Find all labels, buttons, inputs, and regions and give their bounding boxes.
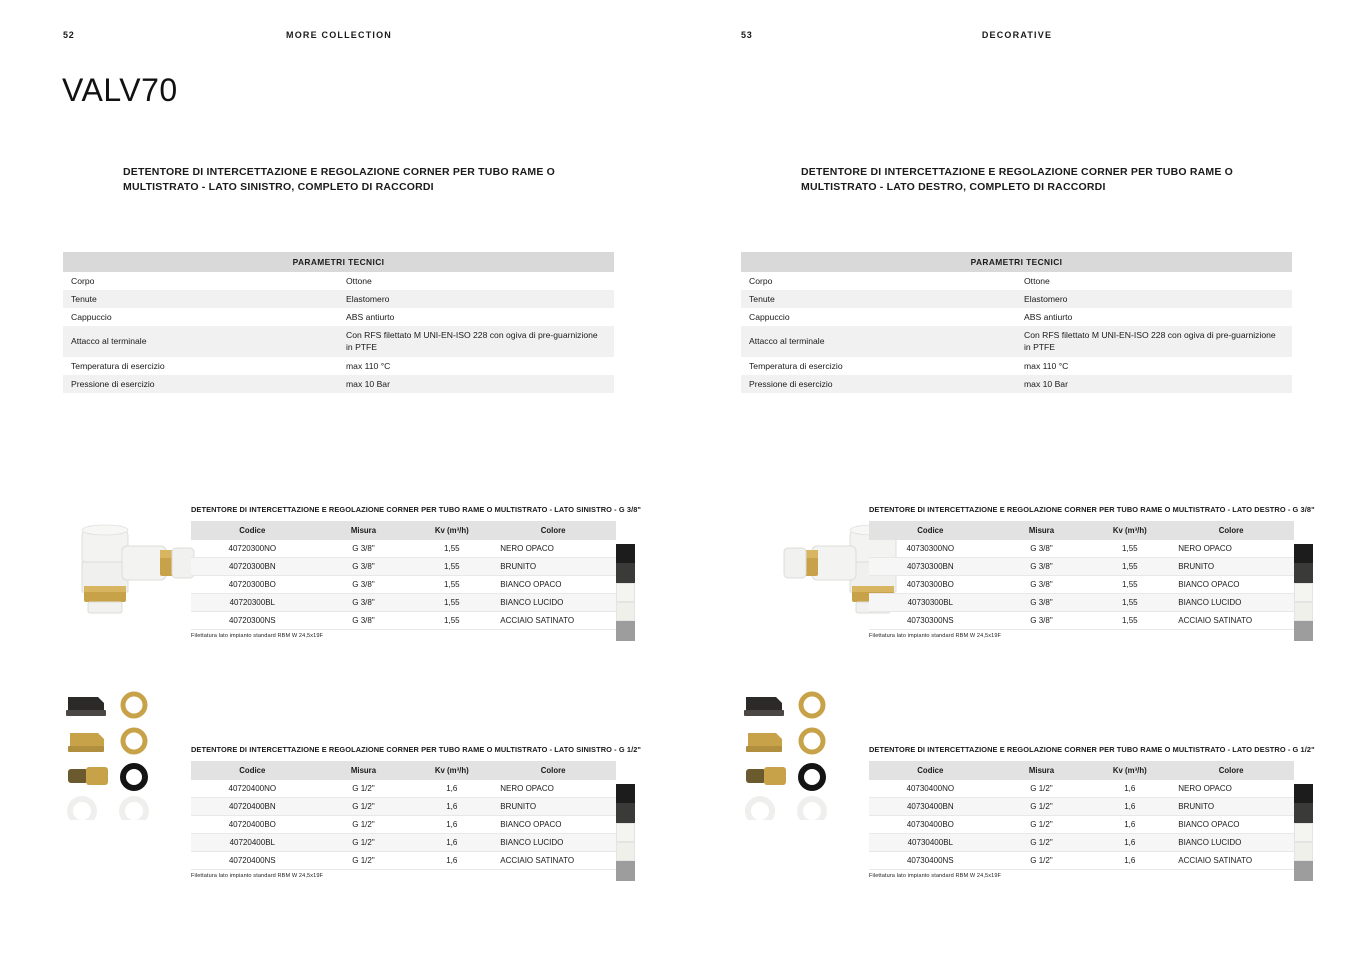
size-cell: G 3/8" xyxy=(992,611,1092,629)
param-key: Tenute xyxy=(63,290,338,308)
product-heading: DETENTORE DI INTERCETTAZIONE E REGOLAZIONE CORNER PER TUBO RAME O MULTISTRATO - LATO SINISTRO, COMPLETO DI RACCORDI xyxy=(123,166,556,194)
kv-cell: 1,55 xyxy=(1091,540,1168,558)
color-swatch xyxy=(1294,563,1313,582)
product-block-footnote: Filettatura lato impianto standard RBM W 24,5x19F xyxy=(191,872,324,879)
codes-header-row xyxy=(869,761,1294,780)
color-swatch xyxy=(1294,861,1313,880)
color-name-cell: BIANCO OPACO xyxy=(490,575,616,593)
color-name-cell: BIANCO LUCIDO xyxy=(1168,593,1294,611)
codes-column-header: Codice xyxy=(869,761,992,780)
product-block-1 xyxy=(869,505,1315,639)
param-key: Cappuccio xyxy=(749,312,790,322)
color-name-cell: BRUNITO xyxy=(1168,557,1294,575)
kv-cell: 1,55 xyxy=(413,540,490,558)
param-key: Attacco al terminale xyxy=(63,326,338,357)
color-swatch xyxy=(1294,823,1313,842)
color-swatch xyxy=(1294,583,1313,602)
product-block-footnote: Filettatura lato impianto standard RBM W 24,5x19F xyxy=(869,632,1002,639)
codes-table xyxy=(869,761,1294,870)
product-block-caption: DETENTORE DI INTERCETTAZIONE E REGOLAZIONE CORNER PER TUBO RAME O MULTISTRATO - LATO DESTRO - G 1/2" xyxy=(869,745,1315,754)
technical-parameters-table xyxy=(741,252,1292,393)
color-swatch xyxy=(1294,621,1313,640)
color-swatch xyxy=(616,784,635,803)
product-block-caption: DETENTORE DI INTERCETTAZIONE E REGOLAZIONE CORNER PER TUBO RAME O MULTISTRATO - LATO DESTRO - G 3/8" xyxy=(869,505,1315,514)
param-value: Ottone xyxy=(1024,276,1050,286)
code-cell: 40720300NS xyxy=(191,611,314,629)
code-cell: 40730300BO xyxy=(869,575,992,593)
table-row xyxy=(869,780,1294,798)
size-cell: G 3/8" xyxy=(314,611,414,629)
kv-cell: 1,55 xyxy=(1091,575,1168,593)
code-cell: 40730300NS xyxy=(869,611,992,629)
param-value: max 110 °C xyxy=(346,361,391,372)
product-block-caption: DETENTORE DI INTERCETTAZIONE E REGOLAZIONE CORNER PER TUBO RAME O MULTISTRATO - LATO SINISTRO - G 1/2" xyxy=(191,745,642,754)
kv-cell: 1,55 xyxy=(413,611,490,629)
code-cell: 40730300NO xyxy=(869,540,992,558)
code-cell: 40720400NS xyxy=(191,851,314,869)
color-swatch xyxy=(616,823,635,842)
size-cell: G 1/2" xyxy=(992,815,1092,833)
table-row xyxy=(869,611,1294,629)
page-sheet-53 xyxy=(678,0,1356,959)
size-cell: G 1/2" xyxy=(314,815,414,833)
table-row xyxy=(191,593,616,611)
color-swatch-column xyxy=(1294,544,1313,641)
table-row xyxy=(63,375,614,393)
codes-column-header: Misura xyxy=(992,521,1092,540)
color-swatch xyxy=(616,861,635,880)
codes-table xyxy=(869,521,1294,630)
param-value: Ottone xyxy=(346,276,372,286)
color-name-cell: BIANCO OPACO xyxy=(1168,815,1294,833)
table-row xyxy=(869,575,1294,593)
size-cell: G 1/2" xyxy=(314,780,414,798)
code-cell: 40720400BL xyxy=(191,833,314,851)
fittings-illustration-svg xyxy=(740,685,840,820)
param-value: Elastomero xyxy=(1016,290,1292,308)
size-cell: G 1/2" xyxy=(314,833,414,851)
color-swatch xyxy=(616,602,635,621)
size-cell: G 1/2" xyxy=(992,851,1092,869)
product-block-caption: DETENTORE DI INTERCETTAZIONE E REGOLAZIONE CORNER PER TUBO RAME O MULTISTRATO - LATO SINISTRO - G 3/8" xyxy=(191,505,642,514)
table-row xyxy=(191,851,616,869)
codes-table xyxy=(191,521,616,630)
table-header-row xyxy=(63,252,614,272)
size-cell: G 3/8" xyxy=(314,540,414,558)
table-row xyxy=(191,797,616,815)
codes-column-header: Colore xyxy=(1168,521,1294,540)
table-row xyxy=(191,611,616,629)
code-cell: 40720300BN xyxy=(191,557,314,575)
fittings-illustration-svg xyxy=(62,685,162,820)
codes-column-header: Kv (m³/h) xyxy=(413,521,490,540)
color-name-cell: ACCIAIO SATINATO xyxy=(1168,851,1294,869)
codes-table-wrapper xyxy=(869,521,1294,630)
kv-cell: 1,6 xyxy=(1091,797,1168,815)
param-key: Corpo xyxy=(749,276,773,286)
param-key: Attacco al terminale xyxy=(741,326,1016,357)
kv-cell: 1,6 xyxy=(413,780,490,798)
product-block-2 xyxy=(869,745,1315,879)
color-name-cell: BRUNITO xyxy=(490,797,616,815)
kv-cell: 1,6 xyxy=(413,833,490,851)
kv-cell: 1,55 xyxy=(1091,557,1168,575)
kv-cell: 1,6 xyxy=(1091,833,1168,851)
table-row xyxy=(63,272,614,290)
technical-parameters-table xyxy=(63,252,614,393)
code-cell: 40720400NO xyxy=(191,780,314,798)
color-name-cell: BIANCO OPACO xyxy=(1168,575,1294,593)
codes-header-row xyxy=(191,521,616,540)
product-block-footnote: Filettatura lato impianto standard RBM W 24,5x19F xyxy=(869,872,1002,879)
param-value: Elastomero xyxy=(338,290,614,308)
codes-table-wrapper xyxy=(191,521,616,630)
color-name-cell: BRUNITO xyxy=(490,557,616,575)
code-cell: 40720400BO xyxy=(191,815,314,833)
kv-cell: 1,55 xyxy=(413,575,490,593)
table-header-label: PARAMETRI TECNICI xyxy=(63,252,614,272)
codes-column-header: Colore xyxy=(490,521,616,540)
table-row xyxy=(869,557,1294,575)
kv-cell: 1,6 xyxy=(413,815,490,833)
size-cell: G 1/2" xyxy=(314,797,414,815)
size-cell: G 3/8" xyxy=(992,575,1092,593)
color-swatch xyxy=(616,544,635,563)
color-swatch xyxy=(616,803,635,822)
product-heading: DETENTORE DI INTERCETTAZIONE E REGOLAZIONE CORNER PER TUBO RAME O MULTISTRATO - LATO DESTRO, COMPLETO DI RACCORDI xyxy=(801,166,1234,194)
table-row xyxy=(869,833,1294,851)
code-cell: 40720300NO xyxy=(191,540,314,558)
table-row xyxy=(741,375,1292,393)
fittings-illustration xyxy=(740,685,840,820)
table-header-row xyxy=(741,252,1292,272)
color-name-cell: NERO OPACO xyxy=(1168,780,1294,798)
page-title: VALV70 xyxy=(62,72,178,108)
param-value: max 10 Bar xyxy=(338,375,614,393)
table-row xyxy=(741,308,1292,326)
chapter-title: DECORATIVE xyxy=(981,30,1053,40)
color-name-cell: ACCIAIO SATINATO xyxy=(490,851,616,869)
param-value: ABS antiurto xyxy=(1024,312,1073,322)
running-head xyxy=(678,30,1356,46)
color-name-cell: BIANCO LUCIDO xyxy=(490,833,616,851)
size-cell: G 3/8" xyxy=(992,593,1092,611)
size-cell: G 1/2" xyxy=(992,797,1092,815)
code-cell: 40720300BL xyxy=(191,593,314,611)
codes-column-header: Codice xyxy=(191,521,314,540)
color-name-cell: ACCIAIO SATINATO xyxy=(490,611,616,629)
size-cell: G 3/8" xyxy=(992,557,1092,575)
codes-column-header: Codice xyxy=(191,761,314,780)
product-block-footnote: Filettatura lato impianto standard RBM W 24,5x19F xyxy=(191,632,324,639)
color-name-cell: NERO OPACO xyxy=(490,780,616,798)
size-cell: G 3/8" xyxy=(314,557,414,575)
color-name-cell: ACCIAIO SATINATO xyxy=(1168,611,1294,629)
color-swatch xyxy=(1294,784,1313,803)
param-value: max 110 °C xyxy=(1024,361,1069,372)
color-swatch-column xyxy=(616,784,635,881)
code-cell: 40720400BN xyxy=(191,797,314,815)
size-cell: G 3/8" xyxy=(992,540,1092,558)
param-key: Tenute xyxy=(741,290,1016,308)
table-row xyxy=(741,290,1292,308)
running-head xyxy=(0,30,678,46)
size-cell: G 1/2" xyxy=(992,833,1092,851)
codes-column-header: Colore xyxy=(1168,761,1294,780)
table-row xyxy=(63,357,614,375)
table-header-label: PARAMETRI TECNICI xyxy=(741,252,1292,272)
table-row xyxy=(191,557,616,575)
codes-table-wrapper xyxy=(191,761,616,870)
color-name-cell: NERO OPACO xyxy=(490,540,616,558)
color-name-cell: BRUNITO xyxy=(1168,797,1294,815)
color-name-cell: BIANCO OPACO xyxy=(490,815,616,833)
table-row xyxy=(741,326,1292,357)
code-cell: 40730400BL xyxy=(869,833,992,851)
codes-header-row xyxy=(191,761,616,780)
table-row xyxy=(191,575,616,593)
table-row xyxy=(191,780,616,798)
kv-cell: 1,55 xyxy=(1091,611,1168,629)
product-block-2 xyxy=(191,745,641,879)
table-row xyxy=(869,593,1294,611)
page-number: 52 xyxy=(63,30,75,40)
table-row xyxy=(191,815,616,833)
kv-cell: 1,6 xyxy=(1091,780,1168,798)
color-name-cell: BIANCO LUCIDO xyxy=(1168,833,1294,851)
color-swatch-column xyxy=(616,544,635,641)
product-block-1 xyxy=(191,505,641,639)
size-cell: G 1/2" xyxy=(992,780,1092,798)
table-row xyxy=(869,851,1294,869)
param-key: Cappuccio xyxy=(71,312,112,322)
codes-column-header: Kv (m³/h) xyxy=(1091,521,1168,540)
kv-cell: 1,55 xyxy=(1091,593,1168,611)
code-cell: 40730400NS xyxy=(869,851,992,869)
color-swatch xyxy=(1294,842,1313,861)
color-swatch xyxy=(1294,803,1313,822)
kv-cell: 1,6 xyxy=(413,797,490,815)
color-swatch xyxy=(616,621,635,640)
codes-table xyxy=(191,761,616,870)
codes-column-header: Kv (m³/h) xyxy=(1091,761,1168,780)
kv-cell: 1,6 xyxy=(1091,851,1168,869)
chapter-title: MORE COLLECTION xyxy=(286,30,392,40)
table-row xyxy=(869,540,1294,558)
color-swatch xyxy=(616,842,635,861)
param-key: Temperatura di esercizio xyxy=(749,361,843,372)
color-swatch xyxy=(616,563,635,582)
page-number: 53 xyxy=(741,30,753,40)
color-name-cell: BIANCO LUCIDO xyxy=(490,593,616,611)
size-cell: G 3/8" xyxy=(314,575,414,593)
kv-cell: 1,6 xyxy=(413,851,490,869)
codes-column-header: Kv (m³/h) xyxy=(413,761,490,780)
param-value: max 10 Bar xyxy=(1016,375,1292,393)
codes-column-header: Misura xyxy=(314,761,414,780)
table-row xyxy=(191,833,616,851)
code-cell: 40720300BO xyxy=(191,575,314,593)
size-cell: G 1/2" xyxy=(314,851,414,869)
color-swatch xyxy=(616,583,635,602)
code-cell: 40730300BN xyxy=(869,557,992,575)
size-cell: G 3/8" xyxy=(314,593,414,611)
param-key: Temperatura di esercizio xyxy=(71,361,165,372)
codes-column-header: Codice xyxy=(869,521,992,540)
codes-table-wrapper xyxy=(869,761,1294,870)
param-key: Pressione di esercizio xyxy=(741,375,1016,393)
table-row xyxy=(869,815,1294,833)
param-key: Pressione di esercizio xyxy=(63,375,338,393)
kv-cell: 1,55 xyxy=(413,557,490,575)
color-swatch-column xyxy=(1294,784,1313,881)
color-swatch xyxy=(1294,602,1313,621)
param-value: Con RFS filettato M UNI-EN-ISO 228 con ogiva di pre-guarnizione in PTFE xyxy=(338,326,614,357)
code-cell: 40730300BL xyxy=(869,593,992,611)
table-row xyxy=(869,797,1294,815)
table-row xyxy=(191,540,616,558)
table-row xyxy=(741,272,1292,290)
color-name-cell: NERO OPACO xyxy=(1168,540,1294,558)
code-cell: 40730400BO xyxy=(869,815,992,833)
codes-column-header: Misura xyxy=(314,521,414,540)
param-value: Con RFS filettato M UNI-EN-ISO 228 con ogiva di pre-guarnizione in PTFE xyxy=(1016,326,1292,357)
kv-cell: 1,55 xyxy=(413,593,490,611)
codes-column-header: Misura xyxy=(992,761,1092,780)
fittings-illustration xyxy=(62,685,162,820)
codes-column-header: Colore xyxy=(490,761,616,780)
param-key: Corpo xyxy=(71,276,95,286)
table-row xyxy=(63,326,614,357)
table-row xyxy=(741,357,1292,375)
table-row xyxy=(63,290,614,308)
param-value: ABS antiurto xyxy=(346,312,395,322)
codes-header-row xyxy=(869,521,1294,540)
color-swatch xyxy=(1294,544,1313,563)
kv-cell: 1,6 xyxy=(1091,815,1168,833)
code-cell: 40730400NO xyxy=(869,780,992,798)
code-cell: 40730400BN xyxy=(869,797,992,815)
table-row xyxy=(63,308,614,326)
